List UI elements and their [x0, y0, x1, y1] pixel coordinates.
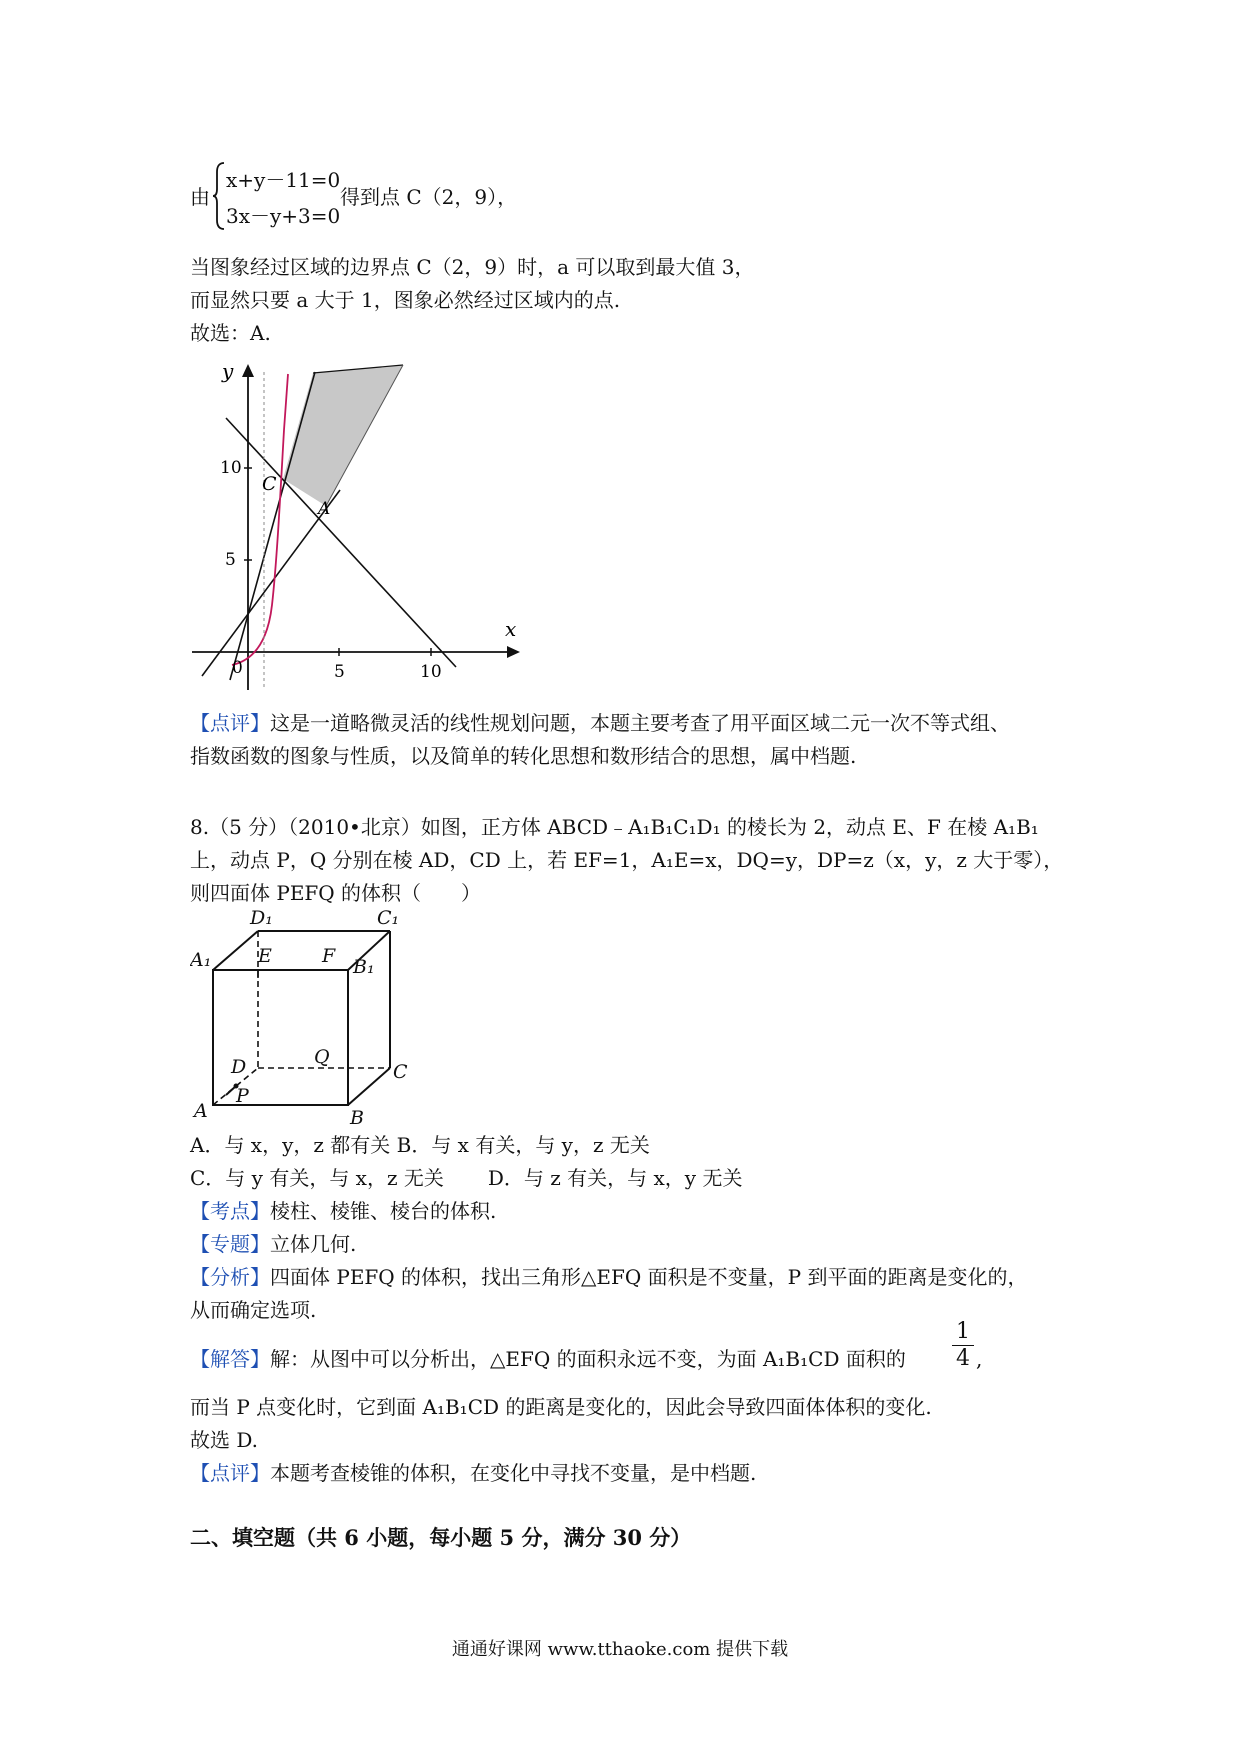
fraction-numerator: 1	[956, 1319, 970, 1344]
kaodian-line	[190, 1196, 496, 1226]
y-axis-label: y	[222, 360, 234, 383]
jieda-tag: 【解答】	[190, 1347, 270, 1371]
left-brace	[212, 162, 226, 230]
zhuanti-line	[190, 1229, 356, 1259]
origin-label: 0	[232, 658, 243, 678]
fraction-denominator: 4	[956, 1346, 970, 1371]
equation-2: 3x－y+3=0	[226, 204, 341, 228]
vertex-label: D	[231, 1056, 247, 1078]
question-8-line: 则四面体 PEFQ 的体积（ ）	[190, 881, 482, 905]
vertex-label: E	[258, 945, 272, 967]
option-line: A．与 x，y，z 都有关 B．与 x 有关，与 y，z 无关	[190, 1133, 650, 1157]
fraction-comma: ,	[976, 1347, 983, 1371]
kaodian-tag: 【考点】	[190, 1199, 270, 1223]
jieda-text: 解：从图中可以分析出，△EFQ 的面积永远不变，为面 A₁B₁CD 面积的	[270, 1347, 906, 1371]
vertex-label: P	[236, 1085, 249, 1107]
comment-line	[190, 708, 1010, 738]
option-c: C．与 y 有关，与 x，z 无关	[190, 1166, 444, 1190]
vertex-label: C	[393, 1061, 408, 1083]
vertex-label: A₁	[190, 949, 212, 971]
fenxi-line	[190, 1262, 1027, 1292]
vertex-label: C₁	[377, 907, 400, 929]
jieda-line	[190, 1344, 906, 1374]
equation-1: x+y－11=0	[226, 168, 341, 192]
fenxi-tag: 【分析】	[190, 1265, 270, 1289]
dianping-tag: 【点评】	[190, 1461, 270, 1485]
option-d: D．与 z 有关，与 x，y 无关	[487, 1166, 743, 1190]
vertex-label: A	[194, 1100, 208, 1122]
cube-edge	[348, 1068, 390, 1105]
y-axis-arrow	[242, 364, 254, 377]
zhuanti-tag: 【专题】	[190, 1232, 270, 1256]
cube-front-face	[213, 970, 348, 1105]
kaodian-text: 棱柱、棱锥、棱台的体积.	[270, 1199, 497, 1223]
jieda-line: 而当 P 点变化时，它到面 A₁B₁CD 的距离是变化的，因此会导致四面体体积的变化.	[190, 1395, 932, 1419]
zhuanti-text: 立体几何.	[270, 1232, 357, 1256]
vertex-label: D₁	[250, 907, 273, 929]
comment-line: 指数函数的图象与性质，以及简单的转化思想和数形结合的思想，属中档题.	[190, 744, 857, 768]
line-3x-minus-y-plus-3	[230, 372, 315, 680]
option-line	[190, 1163, 742, 1193]
point-c-label: C	[262, 473, 277, 495]
page-footer: 通通好课网 www.tthaoke.com 提供下载	[451, 1639, 789, 1660]
fenxi-line: 从而确定选项.	[190, 1298, 317, 1322]
vertex-label: B₁	[353, 956, 375, 978]
section-heading: 二、填空题（共 6 小题，每小题 5 分，满分 30 分）	[190, 1525, 692, 1550]
cube-figure	[190, 905, 420, 1125]
text-line: 故选：A.	[190, 321, 271, 345]
x-axis-label: x	[505, 617, 517, 641]
exponential-curve	[232, 374, 288, 665]
dianping-text: 本题考查棱锥的体积，在变化中寻找不变量，是中档题.	[270, 1461, 757, 1485]
comment-text: 这是一道略微灵活的线性规划问题，本题主要考查了用平面区域二元一次不等式组、	[270, 711, 1010, 735]
text-line: 当图象经过区域的边界点 C（2，9）时，a 可以取到最大值 3，	[190, 255, 755, 279]
system-prefix: 由	[190, 185, 210, 209]
vertex-label: Q	[314, 1046, 330, 1068]
x-tick-label: 5	[334, 662, 345, 682]
question-8-line: 8.（5 分）（2010•北京）如图，正方体 ABCD﹣A₁B₁C₁D₁ 的棱长为 2，动点 E、F 在棱 A₁B₁	[190, 815, 1039, 839]
fenxi-text: 四面体 PEFQ 的体积，找出三角形△EFQ 面积是不变量，P 到平面的距离是变化的，	[270, 1265, 1028, 1289]
point-a-label: A	[318, 499, 331, 519]
text-line: 而显然只要 a 大于 1，图象必然经过区域内的点.	[190, 288, 621, 312]
y-tick-label: 5	[225, 550, 236, 570]
x-tick-label: 10	[420, 662, 442, 682]
feasible-region	[283, 365, 403, 506]
linear-programming-graph	[190, 360, 530, 695]
system-result: 得到点 C（2，9），	[340, 185, 518, 209]
comment-tag: 【点评】	[190, 711, 270, 735]
question-8-line: 上，动点 P，Q 分别在棱 AD，CD 上，若 EF=1，A₁E=x，DQ=y，DP=z（x，y，z 大于零），	[190, 848, 1064, 872]
y-tick-label: 10	[220, 458, 242, 478]
cube-edge	[213, 931, 258, 970]
jieda-line: 故选 D.	[190, 1428, 259, 1452]
vertex-label: F	[322, 945, 336, 967]
x-axis-arrow	[507, 646, 520, 658]
fraction-one-quarter	[952, 1320, 974, 1371]
vertex-label: B	[350, 1107, 364, 1125]
dianping-line	[190, 1458, 756, 1488]
